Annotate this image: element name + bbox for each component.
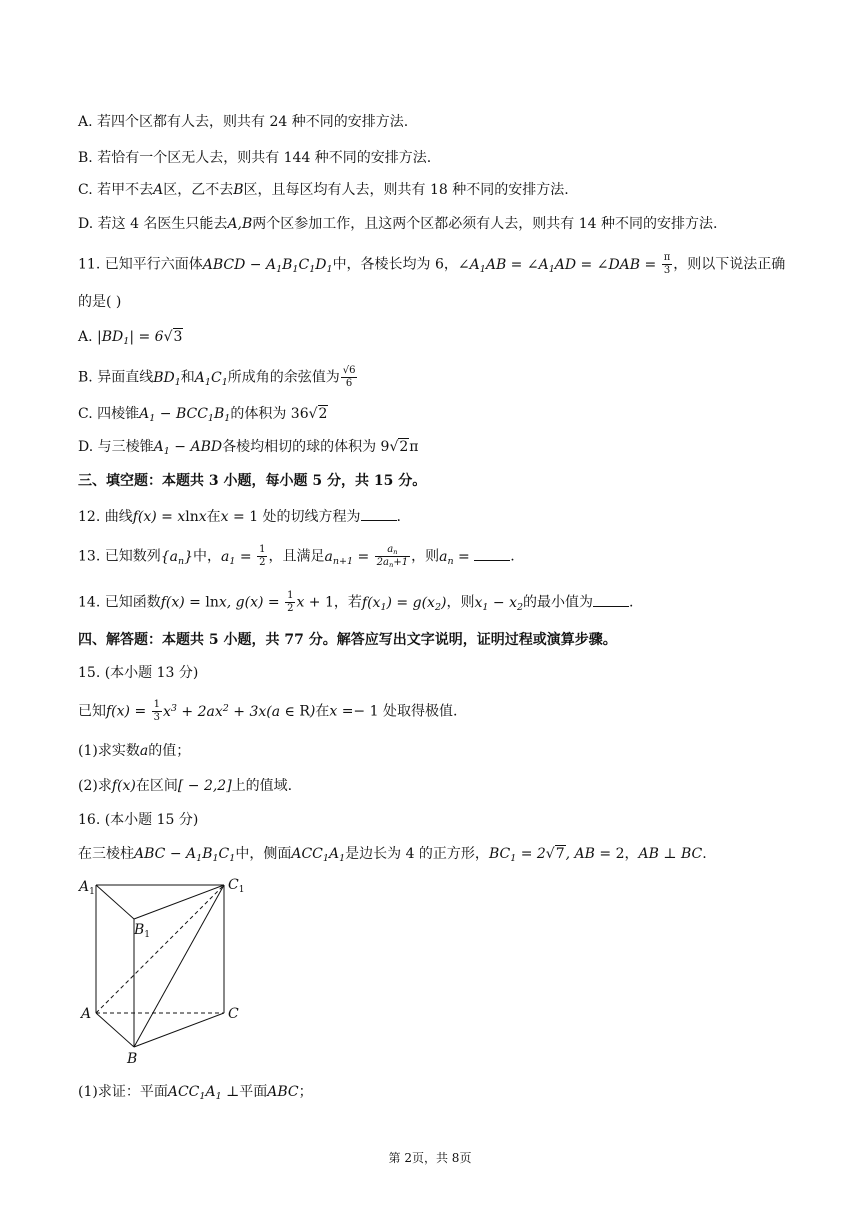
label-b1: $B_1$	[134, 922, 151, 940]
q16-part1: (1)求证：平面$ACC_1A_1$ ⊥平面ABC；	[78, 1084, 313, 1102]
q11-stem: 11. 已知平行六面体ABCD − $A_1B_1C_1D_1$中，各棱长均为 6，$\angle A_1AB$ = $\angle A_1AD$ = ∠DAB = $\frac{\pi}{3}$ ，则以下说法正确	[78, 252, 786, 276]
prism-figure	[76, 872, 256, 1068]
page-footer: 第 2页，共 8页	[388, 1151, 472, 1165]
q10-option-d: D. 若这 4 名医生只能去A,B两个区参加工作，且这两个区都必须有人去，则共有 14 种不同的安排方法.	[78, 216, 718, 232]
q16-stem: 在三棱柱ABC − $A_1B_1C_1$中，侧面$ACC_1A_1$是边长为 4 的正方形，$BC_1 = 2√7$, AB = 2，AB ⊥ BC.	[78, 846, 707, 864]
label-c: C	[228, 1006, 239, 1022]
label-a1: $A_1$	[79, 879, 95, 897]
q16-header: 16. (本小题 15 分)	[78, 812, 199, 828]
q15-header: 15. (本小题 13 分)	[78, 665, 199, 681]
edge-bc	[134, 1013, 224, 1047]
q10-option-b: B. 若恰有一个区无人去，则共有 144 种不同的安排方法.	[78, 150, 432, 166]
segment-bc1	[134, 885, 224, 1047]
q11-option-c: C. 四棱锥$A_1 - BCC_1B_1$的体积为 36√2	[78, 406, 328, 424]
label-a: A	[81, 1006, 92, 1022]
edge-a1b1	[96, 885, 134, 919]
q15-part1: (1)求实数a的值；	[78, 743, 191, 759]
q13-answer-blank[interactable]	[474, 546, 510, 561]
section-4-heading: 四、解答题：本题共 5 小题，共 77 分。解答应写出文字说明，证明过程或演算步骤。	[78, 632, 617, 648]
q11-option-b: B. 异面直线$BD_1$和$A_1C_1$所成角的余弦值为 $\frac{√6}{6}$	[78, 365, 356, 389]
edge-ab	[96, 1013, 134, 1047]
q11-option-a: A. $|BD_1| = 6√3$	[78, 329, 183, 347]
q11-option-d: D. 与三棱锥$A_1$ − ABD各棱均相切的球的体积为 9√2π	[78, 439, 419, 457]
q11-stem-line2: 的是( )	[78, 294, 122, 310]
q12-answer-blank[interactable]	[361, 506, 397, 521]
q10-option-c: C. 若甲不去A区，乙不去B区，且每区均有人去，则共有 18 种不同的安排方法.	[78, 182, 569, 198]
q13: 13. 已知数列$\{a_n\}$中，$a_1$ = $\frac{1}{2}$ ，且满足$a_{n+1}$ = $\frac{a_n}{2a_n+1}$ ，则$a_n$ = .	[78, 544, 515, 570]
label-c1: $C_1$	[228, 877, 245, 895]
edge-b1c1	[134, 885, 224, 919]
q14: 14. 已知函数f(x) = lnx, g(x) = $\frac{1}{2}$ x + 1，若$f(x_1) = g(x_2)$，则$x_1 - x_2$的最小值为 .	[78, 590, 634, 614]
segment-ac1-hidden	[96, 885, 224, 1013]
q14-answer-blank[interactable]	[593, 592, 629, 607]
section-3-heading: 三、填空题：本题共 3 小题，每小题 5 分，共 15 分。	[78, 473, 427, 489]
q15-part2: (2)求f(x)在区间[ − 2,2]上的值域.	[78, 778, 293, 794]
label-b: B	[127, 1051, 138, 1067]
q12: 12. 曲线f(x) = xlnx在x = 1 处的切线方程为 .	[78, 506, 401, 527]
q15-stem: 已知f(x) = $\frac{1}{3}$ $x^3 + 2ax^2 + 3x(a$ ∈ R)在x =− 1 处取得极值.	[78, 699, 458, 723]
q10-option-a: A. 若四个区都有人去，则共有 24 种不同的安排方法.	[78, 114, 409, 130]
